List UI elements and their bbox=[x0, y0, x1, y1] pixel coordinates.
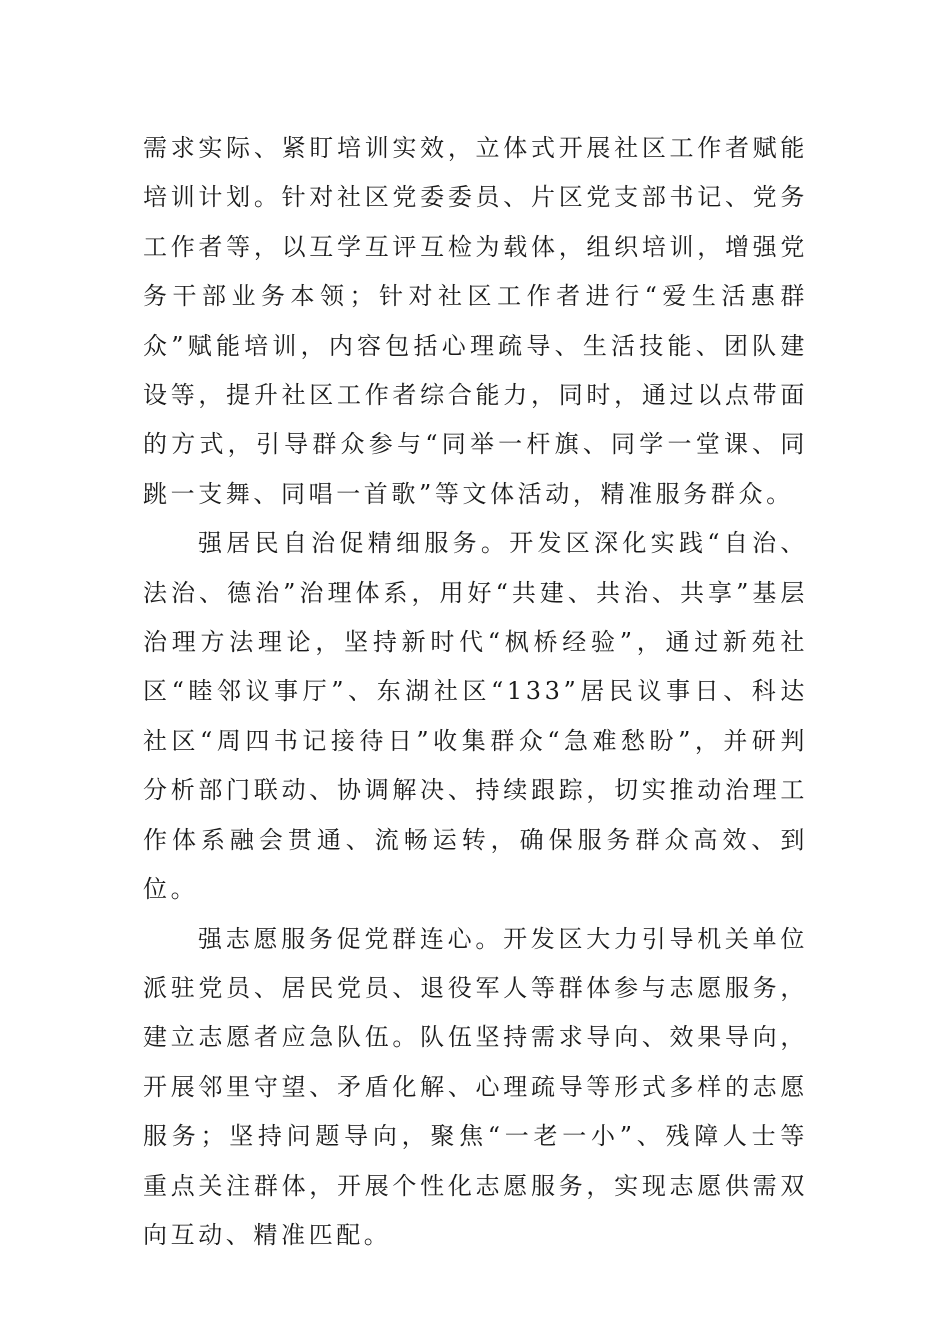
paragraph-training: 需求实际、紧盯培训实效，立体式开展社区工作者赋能培训计划。针对社区党委委员、片区党支部书记、党务工作者等，以互学互评互检为载体，组织培训，增强党务干部业务本领；针对社区工作者进行“爱生活惠群众”赋能培训，内容包括心理疏导、生活技能、团队建设等，提升社区工作者综合能力，同时，通过以点带面的方式，引导群众参与“同举一杆旗、同学一堂课、同跳一支舞、同唱一首歌”等文体活动，精准服务群众。 bbox=[143, 134, 808, 508]
document-body bbox=[143, 124, 808, 1260]
paragraph-volunteer-service: 强志愿服务促党群连心。开发区大力引导机关单位派驻党员、居民党员、退役军人等群体参与志愿服务，建立志愿者应急队伍。队伍坚持需求导向、效果导向，开展邻里守望、矛盾化解、心理疏导等形式多样的志愿服务；坚持问题导向，聚焦“一老一小”、残障人士等重点关注群体，开展个性化志愿服务，实现志愿供需双向互动、精准匹配。 bbox=[143, 924, 808, 1249]
paragraph-resident-autonomy: 强居民自治促精细服务。开发区深化实践“自治、法治、德治”治理体系，用好“共建、共治、共享”基层治理方法理论，坚持新时代“枫桥经验”，通过新苑社区“睦邻议事厅”、东湖社区“133”居民议事日、科达社区“周四书记接待日”收集群众“急难愁盼”，并研判分析部门联动、协调解决、持续跟踪，切实推动治理工作体系融会贯通、流畅运转，确保服务群众高效、到位。 bbox=[143, 529, 808, 904]
